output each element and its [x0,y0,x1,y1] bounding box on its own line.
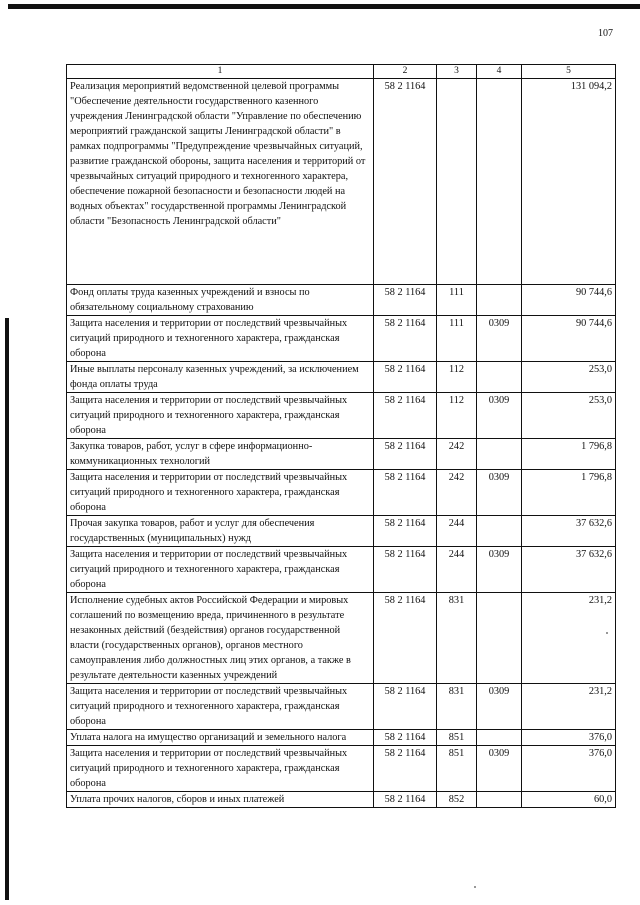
table-row [67,593,616,684]
amount-cell: 60,0 [522,792,616,808]
expense-type-cell [437,79,477,285]
scan-speck [474,886,476,888]
section-code-cell: 0309 [477,684,522,730]
target-code-cell: 58 2 1164 [374,362,437,393]
expense-type-cell: 112 [437,362,477,393]
section-code-cell: 0309 [477,470,522,516]
item-name-cell: Защита населения и территории от последствий чрезвычайных ситуаций природного и техногенного характера, гражданская оборона [67,393,374,439]
section-code-cell [477,79,522,285]
amount-cell: 1 796,8 [522,470,616,516]
section-code-cell: 0309 [477,746,522,792]
amount-cell: 376,0 [522,746,616,792]
table-row [67,730,616,746]
scan-speck [606,632,608,634]
table-row [67,79,616,285]
table-row [67,746,616,792]
table-row [67,393,616,439]
expense-type-cell: 244 [437,547,477,593]
target-code-cell: 58 2 1164 [374,316,437,362]
target-code-cell: 58 2 1164 [374,547,437,593]
section-code-cell [477,730,522,746]
expense-type-cell: 851 [437,746,477,792]
target-code-cell: 58 2 1164 [374,439,437,470]
target-code-cell: 58 2 1164 [374,684,437,730]
column-header-1: 1 [67,65,374,79]
expense-type-cell: 111 [437,285,477,316]
section-code-cell: 0309 [477,393,522,439]
amount-cell: 37 632,6 [522,516,616,547]
item-name-cell: Защита населения и территории от последствий чрезвычайных ситуаций природного и техногенного характера, гражданская оборона [67,746,374,792]
amount-cell: 376,0 [522,730,616,746]
section-code-cell: 0309 [477,316,522,362]
target-code-cell: 58 2 1164 [374,792,437,808]
expense-type-cell: 242 [437,470,477,516]
table-row [67,684,616,730]
section-code-cell [477,792,522,808]
item-name-cell: Защита населения и территории от последствий чрезвычайных ситуаций природного и техногенного характера, гражданская оборона [67,470,374,516]
target-code-cell: 58 2 1164 [374,393,437,439]
amount-cell: 37 632,6 [522,547,616,593]
amount-cell: 253,0 [522,393,616,439]
table-row [67,316,616,362]
table-row [67,516,616,547]
column-header-2: 2 [374,65,437,79]
item-name-cell: Реализация мероприятий ведомственной целевой программы "Обеспечение деятельности государственного казенного учреждения Ленинградской области "Управление по обеспечению мероприятий гражданской защиты Ленинградской области" в рамках подпрограммы "Предупреждение чрезвычайных ситуаций, развитие гражданской обороны, защита населения и территорий от чрезвычайных ситуаций природного и техногенного характера, обеспечение пожарной безопасности и безопасности людей на водных объектах" государственной программы Ленинградской области "Безопасность Ленинградской области" [67,79,374,285]
section-code-cell [477,285,522,316]
amount-cell: 231,2 [522,593,616,684]
page-number: 107 [598,28,613,39]
left-margin-scan-mark [5,318,9,900]
expense-type-cell: 111 [437,316,477,362]
expense-type-cell: 852 [437,792,477,808]
item-name-cell: Исполнение судебных актов Российской Федерации и мировых соглашений по возмещению вреда, причиненного в результате незаконных действий (бездействия) органов государственной власти (государственных органов), органов местного самоуправления либо должностных лиц этих органов, а также в результате деятельности казенных учреждений [67,593,374,684]
target-code-cell: 58 2 1164 [374,593,437,684]
item-name-cell: Защита населения и территории от последствий чрезвычайных ситуаций природного и техногенного характера, гражданская оборона [67,684,374,730]
amount-cell: 1 796,8 [522,439,616,470]
section-code-cell [477,439,522,470]
expense-type-cell: 851 [437,730,477,746]
section-code-cell [477,516,522,547]
target-code-cell: 58 2 1164 [374,746,437,792]
item-name-cell: Фонд оплаты труда казенных учреждений и взносы по обязательному социальному страхованию [67,285,374,316]
item-name-cell: Уплата прочих налогов, сборов и иных платежей [67,792,374,808]
expense-type-cell: 831 [437,593,477,684]
table-row [67,362,616,393]
section-code-cell: 0309 [477,547,522,593]
table-row [67,439,616,470]
column-header-4: 4 [477,65,522,79]
table-row [67,547,616,593]
amount-cell: 253,0 [522,362,616,393]
budget-table [66,64,616,808]
column-header-3: 3 [437,65,477,79]
top-scan-border [8,4,640,9]
item-name-cell: Уплата налога на имущество организаций и земельного налога [67,730,374,746]
column-number-header-row [67,65,616,79]
target-code-cell: 58 2 1164 [374,285,437,316]
table-row [67,470,616,516]
target-code-cell: 58 2 1164 [374,516,437,547]
item-name-cell: Защита населения и территории от последствий чрезвычайных ситуаций природного и техногенного характера, гражданская оборона [67,316,374,362]
target-code-cell: 58 2 1164 [374,79,437,285]
table-row [67,285,616,316]
item-name-cell: Иные выплаты персоналу казенных учреждений, за исключением фонда оплаты труда [67,362,374,393]
target-code-cell: 58 2 1164 [374,470,437,516]
amount-cell: 90 744,6 [522,285,616,316]
table-row [67,792,616,808]
expense-type-cell: 831 [437,684,477,730]
target-code-cell: 58 2 1164 [374,730,437,746]
column-header-5: 5 [522,65,616,79]
expense-type-cell: 242 [437,439,477,470]
item-name-cell: Закупка товаров, работ, услуг в сфере информационно-коммуникационных технологий [67,439,374,470]
expense-type-cell: 112 [437,393,477,439]
amount-cell: 231,2 [522,684,616,730]
expense-type-cell: 244 [437,516,477,547]
amount-cell: 131 094,2 [522,79,616,285]
section-code-cell [477,362,522,393]
item-name-cell: Защита населения и территории от последствий чрезвычайных ситуаций природного и техногенного характера, гражданская оборона [67,547,374,593]
item-name-cell: Прочая закупка товаров, работ и услуг для обеспечения государственных (муниципальных) нужд [67,516,374,547]
section-code-cell [477,593,522,684]
amount-cell: 90 744,6 [522,316,616,362]
